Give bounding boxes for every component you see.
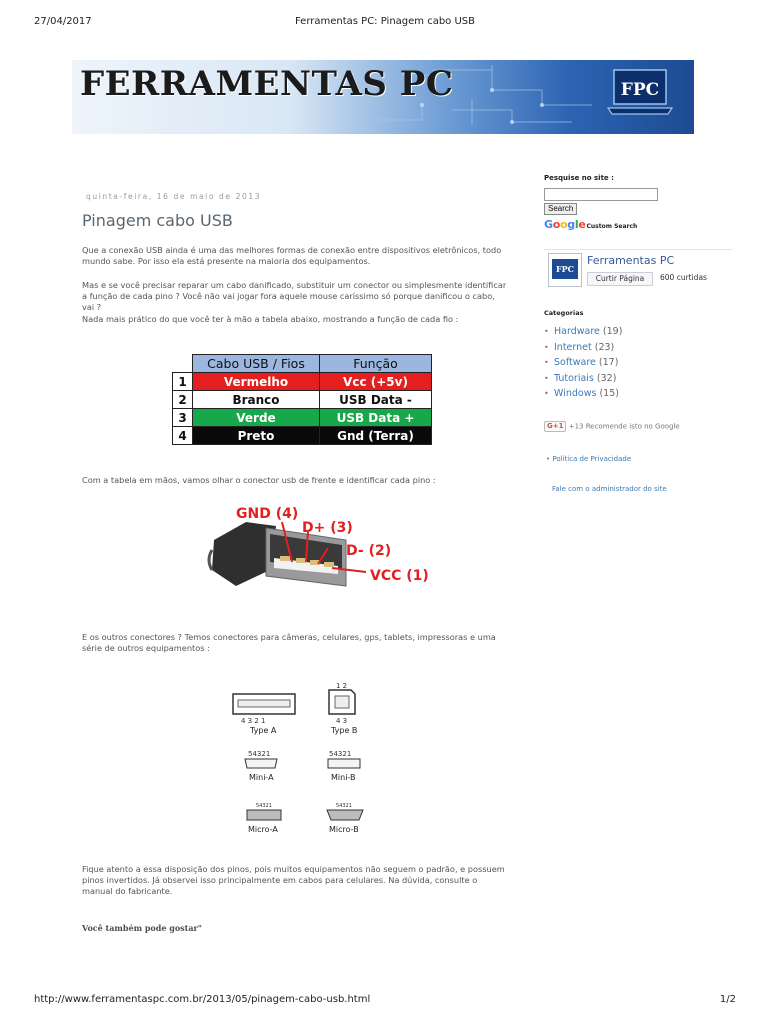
paragraph-intro: Que a conexão USB ainda é uma das melhores formas de conexão entre dispositivos eletrônicos, todo mundo sabe. Por isso ela está presente na maioria dos equipamentos. (82, 245, 502, 266)
label-vcc: VCC (1) (370, 568, 429, 584)
fb-like-button[interactable]: Curtir Página (587, 272, 653, 286)
category-count: (32) (596, 372, 617, 384)
pin-number: 2 (173, 391, 193, 409)
category-link-internet[interactable]: Internet (554, 341, 592, 353)
pin-function: USB Data - (320, 391, 432, 409)
type-a-pins: 4 3 2 1 (241, 717, 266, 725)
micro-a-pins: 54321 (256, 803, 272, 809)
label-dplus: D+ (3) (302, 520, 353, 536)
categories-heading: Categorias (544, 309, 584, 317)
category-link-hardware[interactable]: Hardware (554, 326, 600, 337)
google-logo: Google (544, 218, 586, 231)
list-item (544, 340, 622, 356)
paragraph-repair: Mas e se você precisar reparar um cabo danificado, substituir um conector ou simplesmente identificar a função de cada pino ? Você não vai jogar fora aquele mouse caríssimo só porque danificou o cabo, vai ? (82, 280, 507, 312)
type-b-label: Type B (331, 726, 358, 735)
wire-color: Verde (193, 409, 320, 427)
table-row (173, 409, 432, 427)
mini-a-pins: 54321 (248, 750, 271, 758)
related-posts-heading: Você também pode gostar" (82, 923, 202, 933)
list-item (544, 386, 622, 402)
paragraph-table-intro: Nada mais prático do que você ter à mão a tabela abaixo, mostrando a função de cada fio : (82, 314, 459, 324)
label-dminus: D- (2) (346, 543, 392, 559)
table-row (173, 391, 432, 409)
google-custom-search (544, 218, 637, 231)
banner-brand: FERRAMENTAS PC (80, 64, 454, 104)
paragraph-warning: Fique atento a essa disposição dos pinos, pois muitos equipamentos não seguem o padrão, e possuem pinos invertidos. Já observei isso principalmente em cabos para celulares. Na dúvida, consulte o manual do fabricante. (82, 864, 505, 896)
fb-like-count: 600 curtidas (660, 273, 707, 282)
list-item (544, 324, 622, 340)
table-row (173, 373, 432, 391)
list-item (544, 371, 622, 387)
type-b-bottom-pins: 4 3 (336, 717, 348, 725)
table-header-row (173, 355, 432, 373)
custom-search-label: Custom Search (586, 223, 638, 230)
mini-b-label: Mini-B (331, 773, 356, 782)
paragraph-connector-intro: Com a tabela em mãos, vamos olhar o conector usb de frente e identificar cada pino : (82, 475, 436, 485)
search-label: Pesquise no site : (544, 174, 614, 182)
banner-badge: FPC (620, 80, 660, 100)
search-button[interactable]: Search (544, 203, 577, 215)
pin-number: 4 (173, 427, 193, 445)
category-link-software[interactable]: Software (554, 357, 596, 368)
wire-color: Vermelho (193, 373, 320, 391)
google-plus-widget (544, 421, 680, 432)
category-count: (17) (598, 357, 619, 368)
connector-types-illustration (225, 680, 390, 842)
type-a-label: Type A (250, 726, 277, 735)
category-count: (19) (602, 326, 623, 337)
fb-page-name[interactable]: Ferramentas PC (587, 254, 675, 267)
wire-color: Branco (193, 391, 320, 409)
print-title: Ferramentas PC: Pinagem cabo USB (294, 16, 476, 27)
fb-logo-text: FPC (552, 259, 578, 279)
print-page-count: 1/2 (719, 994, 736, 1005)
print-url: http://www.ferramentaspc.com.br/2013/05/pinagem-cabo-usb.html (34, 994, 371, 1005)
category-link-windows[interactable]: Windows (554, 388, 597, 399)
pin-function: USB Data + (320, 409, 432, 427)
micro-a-label: Micro-A (248, 825, 278, 834)
post-title[interactable]: Pinagem cabo USB (82, 211, 233, 230)
mini-b-pins: 54321 (329, 750, 352, 758)
privacy-policy-link[interactable]: Política de Privacidade (552, 455, 632, 463)
wire-color: Preto (193, 427, 320, 445)
pin-number: 1 (173, 373, 193, 391)
label-gnd: GND (4) (236, 506, 299, 522)
category-link-tutoriais[interactable]: Tutoriais (554, 372, 594, 384)
divider (544, 249, 732, 250)
mini-a-label: Mini-A (249, 773, 274, 782)
list-item (544, 355, 622, 371)
paragraph-other-connectors: E os outros conectores ? Temos conectores para câmeras, celulares, gps, tablets, impressoras e uma série de outros equipamentos : (82, 632, 496, 653)
category-count: (23) (594, 341, 615, 353)
search-input[interactable] (544, 188, 658, 201)
table-header-function: Função (320, 355, 432, 373)
type-b-top-pins: 1 2 (336, 682, 348, 690)
google-plus-button[interactable]: G+1 (544, 421, 566, 432)
facebook-page-widget[interactable] (548, 252, 710, 290)
micro-b-pins: 54321 (336, 803, 352, 809)
category-list (544, 324, 622, 402)
laptop-icon (604, 68, 676, 118)
usb-pin-table (172, 354, 432, 445)
table-row (173, 427, 432, 445)
privacy-link-wrapper: • Política de Privacidade (546, 455, 632, 463)
micro-b-label: Micro-B (329, 825, 359, 834)
pin-number: 3 (173, 409, 193, 427)
print-date: 27/04/2017 (34, 16, 92, 27)
site-banner[interactable] (72, 60, 694, 134)
category-count: (15) (599, 388, 619, 399)
pin-function: Gnd (Terra) (320, 427, 432, 445)
table-header-wires: Cabo USB / Fios (193, 355, 320, 373)
pin-function: Vcc (+5v) (320, 373, 432, 391)
google-plus-text: +13 Recomende isto no Google (568, 422, 680, 431)
post-date: quinta-feira, 16 de maio de 2013 (86, 192, 262, 201)
usb-plug-illustration (206, 500, 438, 600)
print-header (34, 16, 736, 30)
contact-admin-link[interactable]: Fale com o administrador do site (552, 485, 667, 493)
fb-page-logo[interactable] (548, 253, 582, 287)
